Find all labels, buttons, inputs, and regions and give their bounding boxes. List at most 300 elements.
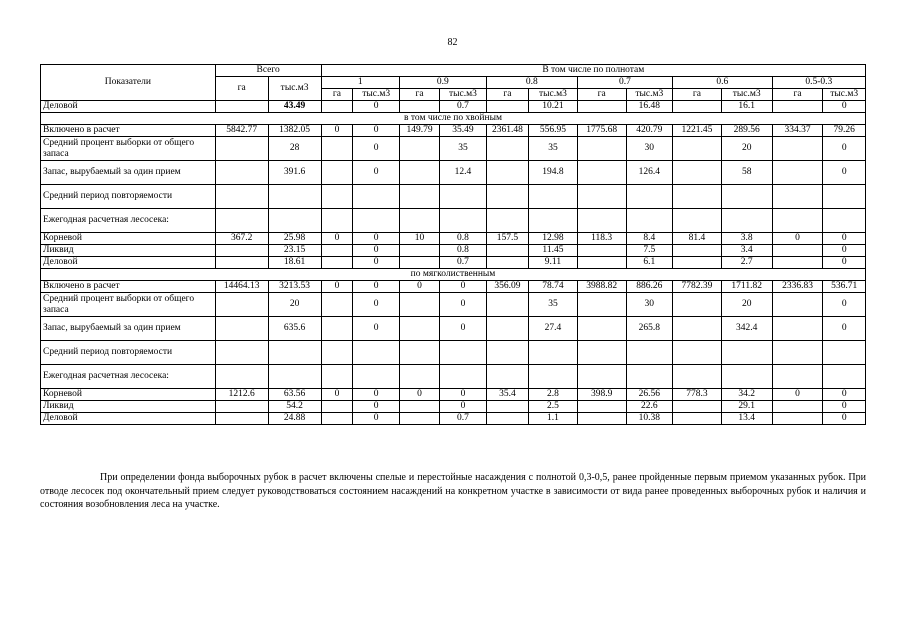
table-cell <box>321 341 353 365</box>
table-cell: 34.2 <box>721 389 772 401</box>
table-row <box>41 137 866 161</box>
table-cell: 28 <box>268 137 321 161</box>
table-cell <box>529 341 578 365</box>
table-cell <box>577 317 626 341</box>
header-unit-volume: тыс.м3 <box>626 89 673 101</box>
table-cell <box>268 209 321 233</box>
table-cell: 20 <box>268 293 321 317</box>
table-row <box>41 365 866 389</box>
table-cell: 25.98 <box>268 233 321 245</box>
table-cell <box>321 365 353 389</box>
table-cell <box>529 365 578 389</box>
table-cell: 556.95 <box>529 125 578 137</box>
table-cell: 0 <box>353 317 400 341</box>
table-cell <box>673 365 722 389</box>
table-cell: 0 <box>353 137 400 161</box>
table-cell: 3.8 <box>721 233 772 245</box>
table-cell: 0 <box>353 125 400 137</box>
row-label: Средний период повторяемости <box>41 185 216 209</box>
table-cell: 7782.39 <box>673 281 722 293</box>
table-cell <box>268 365 321 389</box>
table-cell <box>215 101 268 113</box>
table-cell: 118.3 <box>577 233 626 245</box>
table-cell <box>321 101 353 113</box>
table-cell <box>626 209 673 233</box>
header-density: 0.9 <box>399 77 486 89</box>
table-cell: 289.56 <box>721 125 772 137</box>
table-cell <box>215 137 268 161</box>
table-cell <box>823 365 866 389</box>
table-cell <box>721 341 772 365</box>
table-cell <box>673 341 722 365</box>
table-cell <box>577 401 626 413</box>
table-cell <box>823 341 866 365</box>
header-density: 0.5-0.3 <box>772 77 865 89</box>
row-label: Средний процент выборки от общего запаса <box>41 137 216 161</box>
header-density: 1 <box>321 77 399 89</box>
table-cell: 0 <box>823 233 866 245</box>
table-cell: 0 <box>823 161 866 185</box>
table-cell: 356.09 <box>486 281 528 293</box>
row-label: Ежегодная расчетная лесосека: <box>41 209 216 233</box>
footnote-text: При определении фонда выборочных рубок в расчет включены спелые и перестойные насаждения с полнотой 0,3-0,5, ранее пройденные первым приемом указанных рубок. При отводе лесосек под окончательный прием следует руководствоваться состоянием насаждений на конкретном участке в зависимости от вида ранее проведенных выборочных рубок и наличия и состояния возобновления леса на участке. <box>40 472 866 510</box>
table-row <box>41 161 866 185</box>
table-body <box>41 101 866 425</box>
table-cell <box>268 341 321 365</box>
table-cell <box>577 341 626 365</box>
table-cell <box>673 257 722 269</box>
table-cell: 63.56 <box>268 389 321 401</box>
table-cell <box>486 413 528 425</box>
table-row <box>41 341 866 365</box>
table-cell <box>321 413 353 425</box>
table-row <box>41 257 866 269</box>
table-cell <box>486 185 528 209</box>
table-cell: 2336.83 <box>772 281 823 293</box>
table-cell: 149.79 <box>399 125 439 137</box>
table-cell: 10 <box>399 233 439 245</box>
table-row <box>41 293 866 317</box>
table-cell <box>399 293 439 317</box>
table-cell <box>673 401 722 413</box>
table-cell <box>577 413 626 425</box>
table-cell <box>215 341 268 365</box>
table-cell <box>772 101 823 113</box>
table-cell <box>673 317 722 341</box>
felling-table <box>40 64 866 425</box>
table-cell <box>399 365 439 389</box>
table-cell: 3988.82 <box>577 281 626 293</box>
table-cell: 0 <box>353 281 400 293</box>
table-cell: 398.9 <box>577 389 626 401</box>
table-cell <box>215 365 268 389</box>
table-cell <box>399 209 439 233</box>
table-cell: 10.21 <box>529 101 578 113</box>
table-cell: 11.45 <box>529 245 578 257</box>
table-cell: 334.37 <box>772 125 823 137</box>
table-cell <box>440 365 487 389</box>
table-cell: 81.4 <box>673 233 722 245</box>
section-row <box>41 113 866 125</box>
table-cell: 9.11 <box>529 257 578 269</box>
table-cell <box>353 209 400 233</box>
table-cell <box>486 245 528 257</box>
table-cell <box>721 185 772 209</box>
section-row <box>41 269 866 281</box>
table-cell <box>772 293 823 317</box>
table-row <box>41 101 866 113</box>
table-cell: 886.26 <box>626 281 673 293</box>
table-cell: 0 <box>823 101 866 113</box>
table-cell <box>486 209 528 233</box>
table-cell <box>399 137 439 161</box>
table-cell: 16.48 <box>626 101 673 113</box>
table-cell: 0 <box>823 257 866 269</box>
table-cell: 0 <box>823 413 866 425</box>
table-cell: 0 <box>399 281 439 293</box>
table-cell <box>772 185 823 209</box>
table-cell <box>215 317 268 341</box>
table-cell <box>673 293 722 317</box>
table-cell <box>321 137 353 161</box>
header-density: 0.6 <box>673 77 773 89</box>
table-row <box>41 125 866 137</box>
table-cell <box>399 161 439 185</box>
table-cell: 1.1 <box>529 413 578 425</box>
row-label: Запас, вырубаемый за один прием <box>41 317 216 341</box>
header-total: Всего <box>215 65 321 77</box>
table-cell <box>321 245 353 257</box>
table-cell <box>399 257 439 269</box>
table-cell <box>486 317 528 341</box>
table-cell <box>321 185 353 209</box>
table-cell <box>772 401 823 413</box>
header-unit-volume: тыс.м3 <box>721 89 772 101</box>
table-cell: 7.5 <box>626 245 673 257</box>
table-cell: 0 <box>772 389 823 401</box>
table-cell <box>577 257 626 269</box>
table-cell: 26.56 <box>626 389 673 401</box>
table-cell: 1711.82 <box>721 281 772 293</box>
table-cell: 0 <box>353 257 400 269</box>
table-row <box>41 233 866 245</box>
table-cell: 0 <box>321 281 353 293</box>
row-label: Корневой <box>41 233 216 245</box>
table-cell <box>772 317 823 341</box>
table-cell <box>823 185 866 209</box>
header-unit-ha: га <box>577 89 626 101</box>
table-cell <box>215 245 268 257</box>
table-cell: 367.2 <box>215 233 268 245</box>
table-cell <box>440 185 487 209</box>
table-cell: 0.8 <box>440 245 487 257</box>
table-cell: 12.4 <box>440 161 487 185</box>
table-cell <box>772 209 823 233</box>
table-row <box>41 389 866 401</box>
row-label: Включено в расчет <box>41 281 216 293</box>
page-number: 82 <box>447 37 458 48</box>
table-cell <box>215 209 268 233</box>
table-cell <box>529 209 578 233</box>
table-cell: 126.4 <box>626 161 673 185</box>
table-cell: 0 <box>823 401 866 413</box>
table-cell <box>215 161 268 185</box>
table-cell: 35 <box>529 293 578 317</box>
table-cell <box>440 341 487 365</box>
table-cell: 8.4 <box>626 233 673 245</box>
table-row <box>41 413 866 425</box>
table-cell: 342.4 <box>721 317 772 341</box>
table-cell: 1221.45 <box>673 125 722 137</box>
row-label: Деловой <box>41 413 216 425</box>
header-unit-ha: га <box>486 89 528 101</box>
table-cell <box>399 341 439 365</box>
table-cell: 3213.53 <box>268 281 321 293</box>
table-cell: 58 <box>721 161 772 185</box>
table-cell: 35 <box>529 137 578 161</box>
table-row <box>41 245 866 257</box>
table-cell: 0.7 <box>440 101 487 113</box>
table-cell: 0 <box>440 389 487 401</box>
table-cell: 0 <box>353 293 400 317</box>
table-row <box>41 185 866 209</box>
row-label: Деловой <box>41 101 216 113</box>
table-cell: 0 <box>440 317 487 341</box>
table-cell: 0.8 <box>440 233 487 245</box>
table-cell <box>673 413 722 425</box>
table-cell: 3.4 <box>721 245 772 257</box>
row-label: Включено в расчет <box>41 125 216 137</box>
table-cell: 43.49 <box>268 101 321 113</box>
table-cell <box>772 257 823 269</box>
table-cell <box>772 245 823 257</box>
table-cell: 0 <box>321 389 353 401</box>
table-cell <box>577 137 626 161</box>
header-total-volume: тыс.м3 <box>268 77 321 101</box>
header-total-ha: га <box>215 77 268 101</box>
table-cell <box>673 185 722 209</box>
table-cell: 265.8 <box>626 317 673 341</box>
header-unit-volume: тыс.м3 <box>823 89 866 101</box>
table-cell <box>577 209 626 233</box>
table-cell: 0 <box>353 101 400 113</box>
header-unit-volume: тыс.м3 <box>353 89 400 101</box>
table-cell <box>321 209 353 233</box>
table-cell <box>721 365 772 389</box>
table-cell <box>577 365 626 389</box>
table-cell: 1775.68 <box>577 125 626 137</box>
table-cell <box>321 293 353 317</box>
table-cell: 0.7 <box>440 257 487 269</box>
table-cell: 29.1 <box>721 401 772 413</box>
table-cell <box>215 413 268 425</box>
table-cell <box>823 209 866 233</box>
table-cell: 0 <box>440 293 487 317</box>
table-cell: 12.98 <box>529 233 578 245</box>
table-cell: 0 <box>772 233 823 245</box>
table-cell <box>626 341 673 365</box>
row-label: Запас, вырубаемый за один прием <box>41 161 216 185</box>
table-row <box>41 401 866 413</box>
table-cell <box>399 101 439 113</box>
table-cell <box>399 401 439 413</box>
table-cell <box>577 293 626 317</box>
table-cell <box>486 101 528 113</box>
table-cell <box>486 341 528 365</box>
table-cell <box>399 317 439 341</box>
table-cell: 14464.13 <box>215 281 268 293</box>
table-cell <box>486 365 528 389</box>
table-cell: 0 <box>353 161 400 185</box>
table-cell <box>772 365 823 389</box>
table-cell <box>721 209 772 233</box>
table-cell <box>486 257 528 269</box>
table-cell: 5842.77 <box>215 125 268 137</box>
table-cell: 13.4 <box>721 413 772 425</box>
table-cell: 24.88 <box>268 413 321 425</box>
table-cell: 1212.6 <box>215 389 268 401</box>
header-density: 0.8 <box>486 77 577 89</box>
table-cell: 1382.05 <box>268 125 321 137</box>
table-cell: 20 <box>721 137 772 161</box>
table-cell: 0 <box>321 233 353 245</box>
table-cell: 0 <box>353 233 400 245</box>
table-cell: 0 <box>353 245 400 257</box>
table-cell <box>215 293 268 317</box>
table-cell <box>440 209 487 233</box>
table-cell <box>626 185 673 209</box>
table-cell <box>399 245 439 257</box>
table-cell: 778.3 <box>673 389 722 401</box>
table-cell <box>577 245 626 257</box>
table-cell: 420.79 <box>626 125 673 137</box>
table-cell: 0 <box>399 389 439 401</box>
table-cell <box>321 161 353 185</box>
table-cell: 2361.48 <box>486 125 528 137</box>
header-unit-ha: га <box>772 89 823 101</box>
table-cell <box>399 185 439 209</box>
table-cell: 22.6 <box>626 401 673 413</box>
table-cell <box>577 161 626 185</box>
table-cell: 0 <box>823 245 866 257</box>
table-cell <box>215 401 268 413</box>
table-row <box>41 317 866 341</box>
header-unit-ha: га <box>399 89 439 101</box>
table-cell <box>486 137 528 161</box>
table-cell: 16.1 <box>721 101 772 113</box>
table-cell <box>772 161 823 185</box>
table-cell <box>673 245 722 257</box>
header-unit-volume: тыс.м3 <box>529 89 578 101</box>
table-cell: 23.15 <box>268 245 321 257</box>
table-cell <box>268 185 321 209</box>
table-cell <box>772 341 823 365</box>
table-cell: 2.7 <box>721 257 772 269</box>
table-cell: 0 <box>823 137 866 161</box>
row-label: Ежегодная расчетная лесосека: <box>41 365 216 389</box>
table-header <box>41 65 866 101</box>
table-cell: 635.6 <box>268 317 321 341</box>
header-unit-volume: тыс.м3 <box>440 89 487 101</box>
table-cell: 10.38 <box>626 413 673 425</box>
table-cell: 536.71 <box>823 281 866 293</box>
row-label: Средний период повторяемости <box>41 341 216 365</box>
table-cell <box>353 185 400 209</box>
table-cell: 0 <box>440 401 487 413</box>
table-cell: 0 <box>353 401 400 413</box>
table-cell: 194.8 <box>529 161 578 185</box>
header-by-density: В том числе по полнотам <box>321 65 865 77</box>
table-cell: 2.5 <box>529 401 578 413</box>
table-cell <box>353 341 400 365</box>
row-label: Корневой <box>41 389 216 401</box>
table-cell: 79.26 <box>823 125 866 137</box>
table-cell: 78.74 <box>529 281 578 293</box>
table-cell: 157.5 <box>486 233 528 245</box>
table-cell: 0 <box>321 125 353 137</box>
table-cell <box>772 413 823 425</box>
header-density: 0.7 <box>577 77 672 89</box>
table-cell: 0 <box>823 317 866 341</box>
section-heading-softwood: по мягколиственным <box>41 269 866 281</box>
header-unit-ha: га <box>673 89 722 101</box>
table-row <box>41 281 866 293</box>
table-cell: 0 <box>440 281 487 293</box>
table-cell <box>321 317 353 341</box>
table-cell <box>215 257 268 269</box>
table-cell <box>353 365 400 389</box>
table-cell <box>529 185 578 209</box>
table-cell <box>577 185 626 209</box>
table-cell <box>772 137 823 161</box>
table-cell: 391.6 <box>268 161 321 185</box>
table-cell <box>486 293 528 317</box>
header-unit-ha: га <box>321 89 353 101</box>
table-cell: 35.4 <box>486 389 528 401</box>
table-cell <box>577 101 626 113</box>
table-cell <box>321 401 353 413</box>
row-label: Средний процент выборки от общего запаса <box>41 293 216 317</box>
section-heading-conifers: в том числе по хвойным <box>41 113 866 125</box>
table-cell: 18.61 <box>268 257 321 269</box>
table-cell: 0 <box>823 389 866 401</box>
row-label: Ликвид <box>41 401 216 413</box>
table-cell <box>673 101 722 113</box>
table-cell <box>673 209 722 233</box>
table-cell <box>673 137 722 161</box>
row-label: Ликвид <box>41 245 216 257</box>
table-cell: 0 <box>353 413 400 425</box>
table-cell: 2.8 <box>529 389 578 401</box>
table-cell <box>673 161 722 185</box>
table-cell: 30 <box>626 137 673 161</box>
table-row <box>41 209 866 233</box>
table-cell: 35.49 <box>440 125 487 137</box>
row-label: Деловой <box>41 257 216 269</box>
table-cell <box>486 401 528 413</box>
table-cell <box>626 365 673 389</box>
table-cell: 35 <box>440 137 487 161</box>
table-cell: 6.1 <box>626 257 673 269</box>
table-cell <box>486 161 528 185</box>
table-cell: 0.7 <box>440 413 487 425</box>
table-cell: 54.2 <box>268 401 321 413</box>
table-cell <box>321 257 353 269</box>
header-indicators: Показатели <box>41 65 216 101</box>
table-cell: 0 <box>823 293 866 317</box>
table-cell: 0 <box>353 389 400 401</box>
table-cell: 20 <box>721 293 772 317</box>
